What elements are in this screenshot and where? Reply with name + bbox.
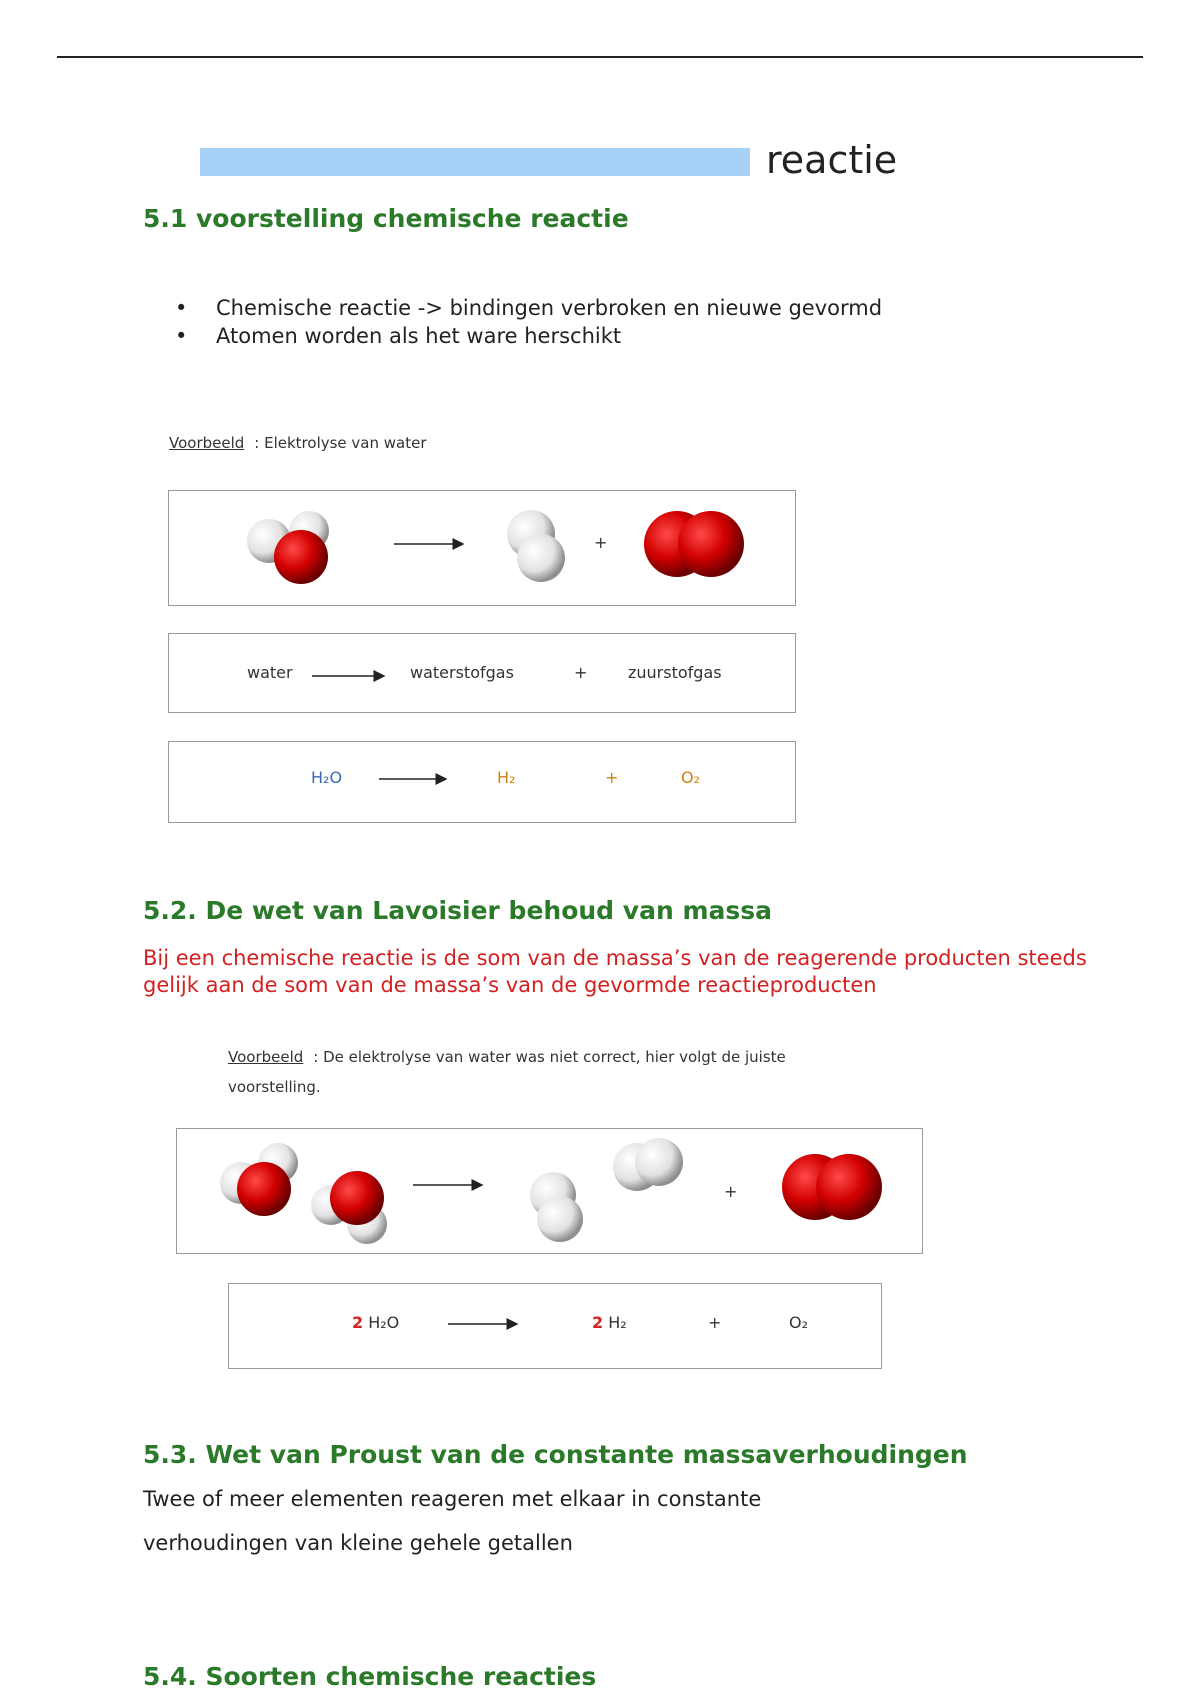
chapter-title-text: reactie [766,138,898,182]
top-rule [57,56,1143,58]
formula-plus: + [708,1313,722,1332]
section-heading-5-4: 5.4. Soorten chemische reacties [143,1662,597,1691]
word-equation-box [168,633,796,713]
formula-product-2: O₂ [789,1313,809,1332]
reactant-formula: H₂O [368,1313,400,1332]
bullet-list [175,294,882,350]
plus-sign: + [594,533,608,552]
paragraph-line: verhoudingen van kleine gehele getallen [143,1531,573,1555]
product-formula: H₂ [608,1313,627,1332]
word-plus: + [574,663,588,682]
example-text: : Elektrolyse van water [254,434,427,452]
example-text: : De elektrolyse van water was niet correct, hier volgt de juiste [313,1048,786,1066]
formula-product-1: H₂ [497,768,516,787]
text-highlight [200,148,750,176]
oxygen-molecule-icon [782,1154,882,1220]
example-caption [169,434,427,452]
formula-equation-box [168,741,796,823]
list-item: • Chemische reactie -> bindingen verbroken en nieuwe gevormd [175,294,882,322]
section-heading-5-2: 5.2. De wet van Lavoisier behoud van massa [143,896,772,925]
coefficient: 2 [352,1313,364,1332]
lavoisier-statement: Bij een chemische reactie is de som van de massa’s van de reagerende producten steeds gelijk aan de som van de massa’s van de gevormde reactieproducten [143,946,1087,997]
example-caption-2 [228,1042,786,1102]
section-heading-5-1: 5.1 voorstelling chemische reactie [143,204,629,233]
word-product-1: waterstofgas [410,663,514,682]
hydrogen-molecule-icon [613,1138,683,1191]
balanced-formula-box [228,1283,882,1369]
water-molecule-icon [247,511,329,584]
list-item: • Atomen worden als het ware herschikt [175,322,882,350]
molecule-diagram-1 [168,490,796,606]
coefficient: 2 [592,1313,604,1332]
paragraph-line: Twee of meer elementen reageren met elkaar in constante [143,1487,762,1511]
hydrogen-molecule-icon [507,510,565,582]
molecule-diagram-2 [176,1128,923,1254]
section-heading-5-3: 5.3. Wet van Proust van de constante massaverhoudingen [143,1440,968,1469]
word-product-2: zuurstofgas [628,663,722,682]
formula-plus: + [605,768,619,787]
proust-text [143,1477,761,1565]
water-molecule-icon [220,1143,298,1216]
example-label: Voorbeeld [228,1048,304,1066]
formula-product-2: O₂ [681,768,701,787]
hydrogen-molecule-icon [530,1172,583,1242]
formula-product-1 [592,1313,627,1332]
example-label: Voorbeeld [169,434,245,452]
plus-sign: + [724,1182,738,1201]
formula-reactant: H₂O [311,768,343,787]
water-molecule-icon [311,1171,387,1244]
word-reactant: water [247,663,293,682]
formula-reactant [352,1313,399,1332]
oxygen-molecule-icon [644,511,744,577]
example-text-continued: voorstelling. [228,1078,321,1096]
